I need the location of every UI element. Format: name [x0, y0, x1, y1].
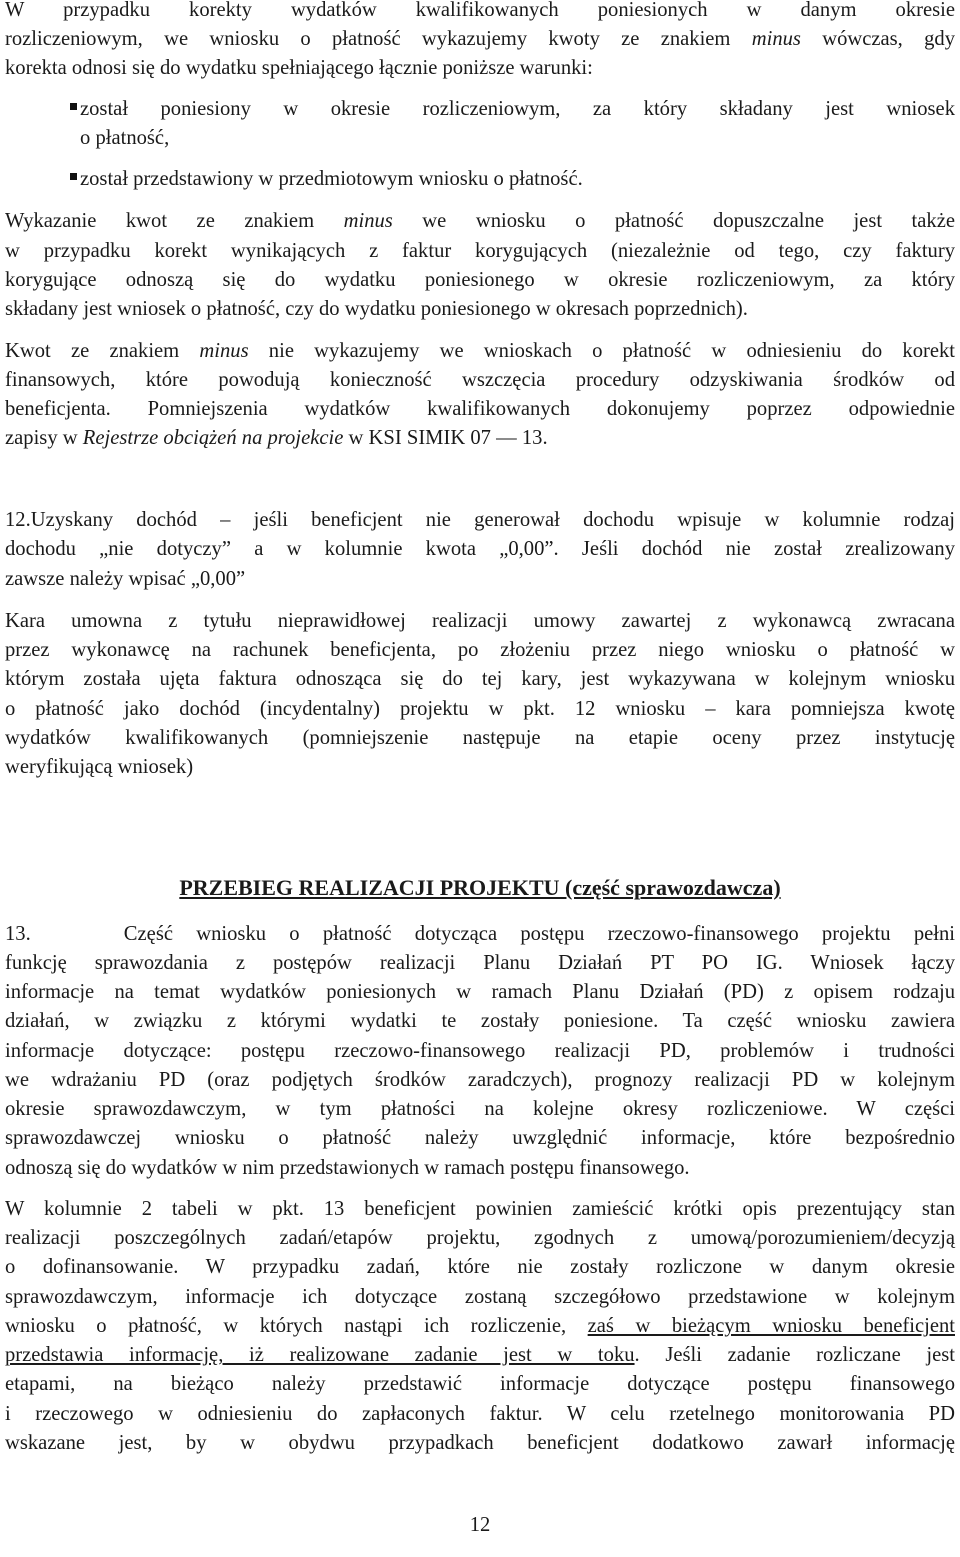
paragraph-line: wydatków kwalifikowanych (pomniejszenie następuje na etapie oceny przez instytucję: [5, 727, 955, 749]
paragraph-line: realizacji poszczególnych zadań/etapów projektu, zgodnych z umową/porozumieniem/decyzją: [5, 1227, 955, 1249]
paragraph-line: [5, 26, 955, 52]
text-run: w KSI SIMIK 07 — 13.: [343, 427, 548, 449]
paragraph-line: o dofinansowanie. W przypadku zadań, które nie zostały rozliczone w danym okresie: [5, 1256, 955, 1278]
paragraph-line: W kolumnie 2 tabeli w pkt. 13 beneficjent powinien zamieścić krótki opis prezentujący stan: [5, 1198, 955, 1220]
paragraph-line: [5, 338, 955, 364]
paragraph-line: wskazane jest, by w obydwu przypadkach beneficjent dodatkowo zawarł informację: [5, 1432, 955, 1454]
paragraph-line: informacje dotyczące: postępu rzeczowo-finansowego realizacji PD, problemów i trudności: [5, 1040, 955, 1062]
paragraph-line: w przypadku korekt wynikających z faktur korygujących (niezależnie od tego, czy faktury: [5, 240, 955, 262]
paragraph-line: odnoszą się do wydatków w nim przedstawionych w ramach postępu finansowego.: [5, 1157, 690, 1179]
paragraph-line: przez wykonawcę na rachunek beneficjenta, po złożeniu przez niego wniosku o płatność w: [5, 639, 955, 661]
paragraph-line: działań, w związku z którymi wydatki te zostały poniesione. Ta część wniosku zawiera: [5, 1010, 955, 1032]
paragraph-line: Kara umowna z tytułu nieprawidłowej realizacji umowy zawartej z wykonawcą zwracana: [5, 610, 955, 632]
paragraph-line: 12.Uzyskany dochód – jeśli beneficjent nie generował dochodu wpisuje w kolumnie rodzaj: [5, 509, 955, 531]
underlined-text: przedstawia informację, iż realizowane zadanie jest w toku: [5, 1344, 635, 1366]
text-run: zapisy w: [5, 427, 83, 449]
paragraph-line: beneficjenta. Pomniejszenia wydatków kwalifikowanych dokonujemy poprzez odpowiednie: [5, 398, 955, 420]
paragraph-line: zawsze należy wpisać „0,00”: [5, 568, 246, 590]
paragraph-line: dochodu „nie dotyczy” a w kolumnie kwota „0,00”. Jeśli dochód nie został zrealizowany: [5, 538, 955, 560]
section-heading: PRZEBIEG REALIZACJI PROJEKTU (część sprawozdawcza): [179, 875, 781, 900]
paragraph-line: sprawozdawczym, informacje ich dotyczące zostaną szczegółowo przedstawione w kolejnym: [5, 1286, 955, 1308]
paragraph-line: we wdrażaniu PD (oraz podjętych środków zaradczych), prognozy realizacji PD w kolejnym: [5, 1069, 955, 1091]
italic-text: minus: [199, 340, 249, 362]
italic-text: minus: [343, 210, 393, 232]
italic-text: Rejestrze obciążeń na projekcie: [82, 427, 344, 449]
paragraph-line: weryfikującą wniosek): [5, 756, 194, 778]
paragraph-line: [5, 425, 955, 451]
page-number: 12: [469, 1514, 491, 1536]
paragraph-line: informacje na temat wydatków poniesionych w ramach Planu Działań (PD) z opisem rodzaju: [5, 981, 955, 1003]
bullet-square-icon: [70, 103, 77, 110]
paragraph-line: sprawozdawczej wniosku o płatność należy uwzględnić informacje, które bezpośrednio: [5, 1127, 955, 1149]
paragraph-line: etapami, na bieżąco należy przedstawić informacje dotyczące postępu finansowego: [5, 1373, 955, 1395]
text-run: rozliczeniowym, we wniosku o płatność wykazujemy kwoty ze znakiem: [5, 28, 752, 50]
paragraph-line: finansowych, które powodują konieczność wszczęcia procedury odzyskiwania środków od: [5, 369, 955, 391]
paragraph-line: 13. Część wniosku o płatność dotycząca postępu rzeczowo-finansowego projektu pełni: [5, 923, 955, 945]
paragraph-line: korekta odnosi się do wydatku spełniającego łącznie poniższe warunki:: [5, 57, 593, 79]
paragraph-line: [5, 208, 955, 234]
paragraph-line: składany jest wniosek o płatność, czy do wydatku poniesionego w okresach poprzednich).: [5, 298, 748, 320]
underlined-text: zaś w bieżącym wniosku beneficjent: [587, 1315, 955, 1337]
paragraph-line: funkcję sprawozdania z postępów realizacji Planu Działań PT PO IG. Wniosek łączy: [5, 952, 955, 974]
text-run: . Jeśli zadanie rozliczane jest: [634, 1344, 955, 1366]
bullet-line: został przedstawiony w przedmiotowym wniosku o płatność.: [80, 168, 583, 190]
paragraph-line: [5, 1342, 955, 1368]
bullet-square-icon: [70, 173, 77, 180]
paragraph-line: okresie sprawozdawczym, w tym płatności na kolejne okresy rozliczeniowe. W części: [5, 1098, 955, 1120]
paragraph-line: którym została ujęta faktura odnosząca się do tej kary, jest wykazywana w kolejnym wniosku: [5, 668, 955, 690]
paragraph-line: o płatność jako dochód (incydentalny) projektu w pkt. 12 wniosku – kara pomniejsza kwotę: [5, 698, 955, 720]
text-run: wniosku o płatność, w których nastąpi ich rozliczenie,: [5, 1315, 588, 1337]
paragraph-line: i rzeczowego w odniesieniu do zapłaconych faktur. W celu rzetelnego monitorowania PD: [5, 1403, 955, 1425]
italic-text: minus: [751, 28, 801, 50]
text-run: Kwot ze znakiem: [5, 340, 200, 362]
paragraph-line: korygujące odnoszą się do wydatku poniesionego w okresie rozliczeniowym, za który: [5, 269, 955, 291]
bullet-line: o płatność,: [80, 127, 170, 149]
paragraph-line: [5, 1313, 955, 1339]
text-run: we wniosku o płatność dopuszczalne jest także: [392, 210, 956, 232]
paragraph-line: W przypadku korekty wydatków kwalifikowanych poniesionych w danym okresie: [5, 0, 955, 21]
bullet-line: został poniesiony w okresie rozliczeniowym, za który składany jest wniosek: [80, 98, 955, 120]
text-run: nie wykazujemy we wnioskach o płatność w odniesieniu do korekt: [248, 340, 956, 362]
text-run: wówczas, gdy: [800, 28, 955, 50]
text-run: Wykazanie kwot ze znakiem: [5, 210, 344, 232]
